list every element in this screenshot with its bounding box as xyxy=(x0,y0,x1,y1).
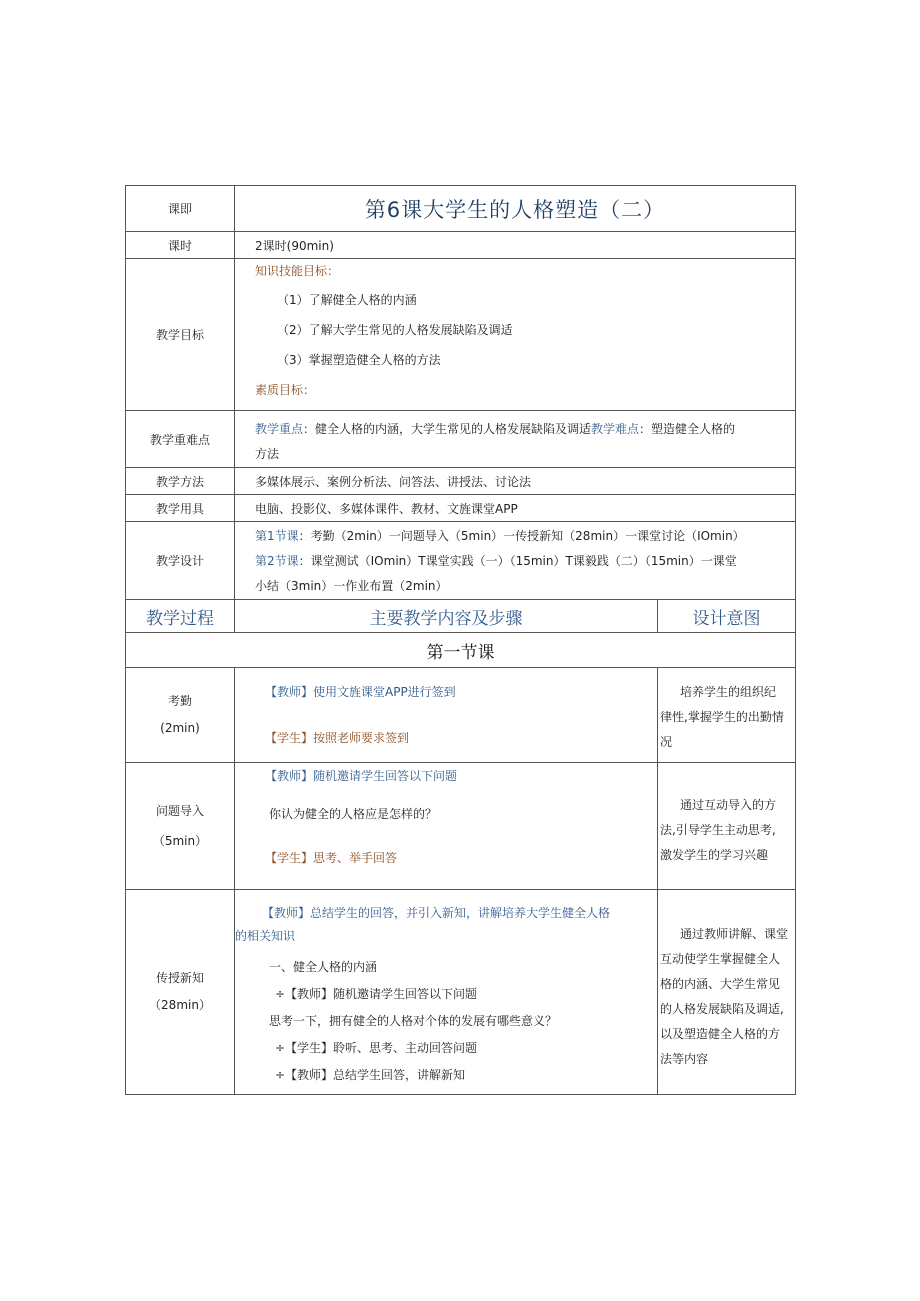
teaching-label-cell xyxy=(126,890,235,1095)
attendance-student: 【学生】按照老师要求签到 xyxy=(265,731,410,745)
goals-content xyxy=(235,259,796,411)
teaching-intent: 通过教师讲解、课堂 互动使学生掌握健全人 格的内涵、大学生常见 的人格发展缺陷及调适, 以及塑造健全人格的方 法等内容 xyxy=(658,890,796,1095)
tools-label: 教学用具 xyxy=(126,495,235,522)
attendance-label-cell xyxy=(126,668,235,763)
process-header-row xyxy=(126,600,796,633)
intro-intent: 通过互动导入的方 法,引导学生主动思考, 激发学生的学习兴趣 xyxy=(658,763,796,890)
keypoints-content xyxy=(235,411,796,468)
attendance-label: 考勤 xyxy=(167,694,192,708)
teaching-heading: 一、健全人格的内涵 xyxy=(269,960,378,974)
attendance-teacher: 【教师】使用文旌课堂APP进行签到 xyxy=(265,685,456,699)
hours-value: 2课时(90min) xyxy=(235,232,796,259)
key-point-text: ：健全人格的内涵，大学生常见的人格发展缺陷及调适 xyxy=(303,422,592,436)
attendance-time: (2min) xyxy=(160,721,200,735)
topic-row xyxy=(126,186,796,232)
lesson-plan-table xyxy=(125,185,796,1095)
lesson1-text: ：考勤（2min）一问题导入（5min）一传授新知（28min）一课堂讨论（IOmin） xyxy=(298,529,745,543)
lesson2-text-continued: 小结（3min）一作业布置（2min） xyxy=(255,579,448,593)
design-content xyxy=(235,522,796,600)
difficulty-text-continued: 方法 xyxy=(255,447,280,461)
goal-item: （2）了解大学生常见的人格发展缺陷及调适 xyxy=(277,323,513,337)
hours-label: 课时 xyxy=(126,232,235,259)
knowledge-goal-title: 知识技能目标： xyxy=(255,264,340,278)
intro-label: 问题导入 xyxy=(155,804,204,818)
key-point-title: 教学重点 xyxy=(255,422,304,436)
design-row xyxy=(126,522,796,600)
process-header-col3: 设计意图 xyxy=(658,600,796,633)
hours-row xyxy=(126,232,796,259)
section-row xyxy=(126,633,796,668)
goals-row xyxy=(126,259,796,411)
attendance-content xyxy=(235,668,658,763)
teaching-teacher: 【教师】总结学生的回答，并引入新知，讲解培养大学生健全人格 xyxy=(262,906,611,920)
keypoints-label: 教学重难点 xyxy=(126,411,235,468)
intro-content xyxy=(235,763,658,890)
teaching-time: （28min） xyxy=(149,998,211,1012)
design-label: 教学设计 xyxy=(126,522,235,600)
teaching-question: 思考一下，拥有健全的人格对个体的发展有哪些意义？ xyxy=(269,1014,558,1028)
intro-student: 【学生】思考、举手回答 xyxy=(265,851,398,865)
lesson1-title: 第1节课 xyxy=(255,529,299,543)
intro-teacher: 【教师】随机邀请学生回答以下问题 xyxy=(265,769,458,783)
tools-value: 电脑、投影仪、多媒体课件、教材、文旌课堂APP xyxy=(235,495,796,522)
goal-item: （3）掌握塑造健全人格的方法 xyxy=(277,353,441,367)
difficulty-text: ：塑造健全人格的 xyxy=(639,422,736,436)
goal-item: （1）了解健全人格的内涵 xyxy=(277,293,417,307)
intro-question: 你认为健全的人格应是怎样的？ xyxy=(269,807,438,821)
intro-label-cell xyxy=(126,763,235,890)
teaching-content xyxy=(235,890,658,1095)
teaching-bullet: ÷【教师】总结学生回答，讲解新知 xyxy=(275,1068,466,1082)
tools-row xyxy=(126,495,796,522)
difficulty-title: 教学难点 xyxy=(591,422,640,436)
goals-label: 教学目标 xyxy=(126,259,235,411)
process-header-col2: 主要教学内容及步骤 xyxy=(235,600,658,633)
process-header-col1: 教学过程 xyxy=(126,600,235,633)
intro-row xyxy=(126,763,796,890)
lesson-plan xyxy=(125,185,795,1095)
quality-goal-title: 素质目标： xyxy=(255,383,316,397)
teaching-teacher-continued: 的相关知识 xyxy=(235,929,296,943)
lesson2-title: 第2节课 xyxy=(255,554,299,568)
intro-time: （5min） xyxy=(152,834,208,848)
method-label: 教学方法 xyxy=(126,468,235,495)
teaching-bullet: ÷【教师】随机邀请学生回答以下问题 xyxy=(275,987,478,1001)
attendance-intent: 培养学生的组织纪 律性,掌握学生的出勤情 况 xyxy=(658,668,796,763)
method-value: 多媒体展示、案例分析法、问答法、讲授法、讨论法 xyxy=(235,468,796,495)
teaching-row xyxy=(126,890,796,1095)
lesson2-text: ：课堂测试（IOmin）T课堂实践（一）（15min）T课毅践（二）（15min）一课堂 xyxy=(298,554,737,568)
teaching-bullet: ÷【学生】聆听、思考、主动回答问题 xyxy=(275,1041,478,1055)
teaching-label: 传授新知 xyxy=(155,971,204,985)
section-title: 第一节课 xyxy=(126,633,796,668)
topic-label: 课即 xyxy=(126,186,235,232)
keypoints-row xyxy=(126,411,796,468)
lesson-title: 第6课大学生的人格塑造（二） xyxy=(235,186,796,232)
attendance-row xyxy=(126,668,796,763)
method-row xyxy=(126,468,796,495)
